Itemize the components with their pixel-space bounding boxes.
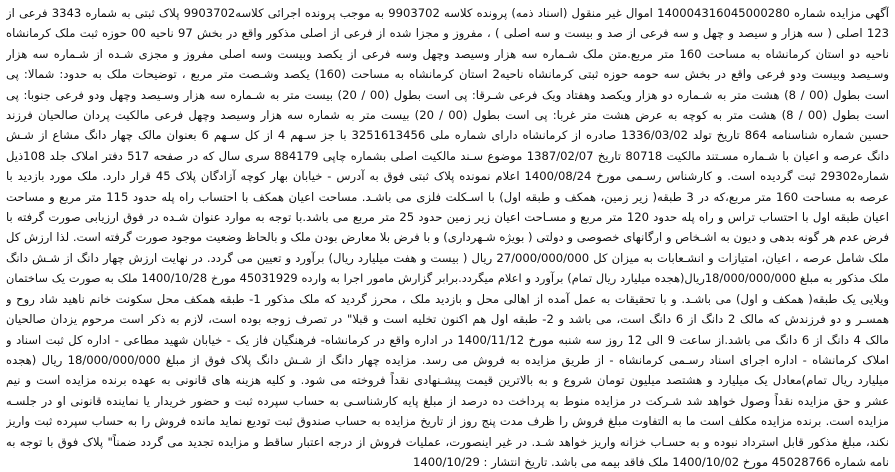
notice-line-22: نکند، مبلغ مذکور قابل استرداد نبوده و به حسـاب خزانه واریز خواهد شـد. در غیر اینصورت، عملیات فروش از درجه اعتبار ساقط و مزایده تجدید می گردد ضمناً" پلاک فوق با توجه به <box>6 434 889 449</box>
notice-line-15: ویلایی یک طبقه( همکف و اول) می باشـد. و با تحقیقات به عمل آمده از اهالی محل و بازدید ملک ، محرز گردید که ملک مذکور 1- طبقه همکف محل سکونت خانم ناهید شاد روح و <box>6 291 889 306</box>
notice-line-6: است بطول (00 / 8) هشت متر به کوچه به عرض هشت متر غربا: پی است بطول (00 / 20) بیست متر به شماره سه هزار وسیصد وچهل فرعی مالکیت پردان صالحیان فرزند <box>6 108 889 123</box>
notice-line-20: عشر و حق مزایده نقداً وصول خواهد شد شـرکت در مزایده منوط به پرداخت ده درصد از مبلغ پایه کارشناسـی به حساب سپرده ثبت و حضور خریدار یا نماینده قانونی او در جلسـه <box>6 393 889 408</box>
notice-line-2: 123 اصلی ( سه هزار و سیصد و چهل و سه فرعی از صد و بیست و سه اصلی ) ، مفروز و مجزا شده از فرعی از اصلی مذکور واقع در بخش 97 ناحیه 00 حوزه ثبت ملک کرمانشاه <box>6 26 889 41</box>
notice-line-3: ناحیه دو استان کرمانشاه به مساحت 160 متر مربع.متن ملک شـماره سه هزار وسیصد وچهل وسه فرعی از یکصد وبیست وسه اصلی مفروز و مجزی شـده از شـماره سه هزار <box>6 46 889 61</box>
notice-line-13: ملک شامل عرصه ، اعیان، امتیازات و انشـعابات به میزان کل 27/000/000/000 ریال ( بیست و هفت میلیارد ریال) برآورد و تعیین می گردد. در نهایت ارزش چهار دانگ از شـش دانگ <box>6 250 889 265</box>
notice-line-5: است بطول (00 / 8) هشت متر به شـماره دو هزار ویکصد وهفتاد ویک فرعی شـرقا: پی است بطول (00 / 20) بیست متر به شـماره سه هزار وسـیصد وچهل ودو فرعی جنوبا: پی <box>6 87 889 102</box>
notice-line-16: همسـر و دو فرزندش که مالک 2 دانگ از 6 دانگ است، می باشد و 2- طبقه اول هم اکنون تخلیه است و قبلا" در تصرف زوجه بوده است، لازم به ذکر است مرحوم یزدان صالحیان <box>6 312 889 327</box>
notice-line-18: املاک کرمانشاه - اداره اجرای اسناد رسـمی کرمانشاه - از طریق مزایده به فروش می رسد. مزایده چهار دانگ از شـش دانگ پلاک فوق از مبلغ 18/000/000/000 ریال (هجده <box>6 352 889 367</box>
notice-line-1: آگهی مزایده شماره 140004316045000280 اموال غیر منقول (اسناد ذمه) پرونده کلاسه 9903702 به موجب پرونده اجرائی کلاسه9903702 پلاک ثبتی به شماره 3343 فرعی از <box>6 6 889 20</box>
notice-line-19: میلیارد ریال تمام)معادل یک میلیارد و هشتصد میلیون تومان شروع و به بالاترین قیمت پیشـنهادی نقداً فروخته می شود. و کلیه هزینه های قانونی به عهده برنده مزایده است و نیم <box>6 373 889 388</box>
notice-line-14: ملک مذکور به مبلغ 18/000/000/000ریال(هجده میلیارد ریال تمام) برآورد و اعلام میگردد.برابر گزارش مامور اجرا به وارده 45031929 مورخ 1400/10/28 ملک به صورت یک ساختمان <box>6 271 889 286</box>
notice-line-12: فرض عدم هر گونه بدهی و دیون به اشـخاص و ارگانهای خصوصی و دولتی ( بویژه شـهرداری) و با فرض بلا معارض بودن ملک و بالحاظ وضعیت موجود صورت گرفته است. لذا ارزش کل <box>6 230 889 245</box>
notice-line-21: مزایده است. برنده مزایده مکلف است ما به التفاوت مبلغ فروش را ظرف مدت پنج روز از تاریخ مزایده به حساب صندوق ثبت تودیع نماید مانده فروش را به حساب سپرده ثبت واریز <box>6 414 889 429</box>
notice-line-4: وسـیصد وبیست ودو فرعی واقع در بخش سه حومه حوزه ثبتی کرمانشاه ناحیه2 استان کرمانشاه به مساحت (160) یکصد وشـصت متر مربع ، توضیحات ملک به حدود: شمالا: پی <box>6 67 889 82</box>
notice-line-7: حسین شماره شناسنامه 864 تاریخ تولد 1336/03/02 صادره از کرمانشاه دارای شماره ملی 3251613456 با جز سـهم 4 از کل سـهم 6 بعنوان مالک چهار دانگ مشاع از شـش <box>6 128 889 143</box>
notice-line-9: شماره29302 ثبت گردیده است. و کارشناس رسـمی مورخ 1400/08/24 اعلام نمونده پلاک ثبتی فوق به آدرس - خیابان بهار کوچه آزادگان پلاک 45 قرار دارد. ملک مورد بازدید با <box>6 169 889 184</box>
notice-line-8: دانگ عرصه و اعیان با شـماره مسـتند مالکیت 80718 تاریخ 1387/02/07 موضوع سـند مالکیت اصلی بشماره چاپی 884179 سری سال که در صفحه 517 دفتر املاک جلد 108ذیل <box>6 148 889 163</box>
notice-line-11: اعیان طبقه اول با احتساب تراس و راه پله حدود 120 متر مربع و مسـاحت اعیان زیر زمین حدود 25 متر مربع می باشد.با توجه به موارد عنوان شـده در فوق ارزیابی صورت گرفته با <box>6 210 889 225</box>
notice-line-17: مالک 4 دانگ از 6 دانگ می باشد.از ساعت 9 الی 12 روز سه شنبه مورخ 1400/11/12 در اداره واقع در کرمانشاه- فرهنگیان فاز یک - خیابان شهید مطاعی - اداره کل ثبت اسناد و <box>6 332 889 347</box>
notice-line-10: عرصه به مساحت 160 متر مربع،که در 3 طبقه( زیر زمین، همکف و طبقه اول) با اسـکلت فلزی می باشـد. مساحت اعیان همکف با احتساب راه پله حدود 115 متر مربع و مساحت <box>6 189 889 204</box>
notice-line-23: نامه شماره 45028766 مورخ 1400/10/02 ملک فاقد بیمه می باشد. تاریخ انتشار : 1400/10/29 <box>413 454 889 469</box>
